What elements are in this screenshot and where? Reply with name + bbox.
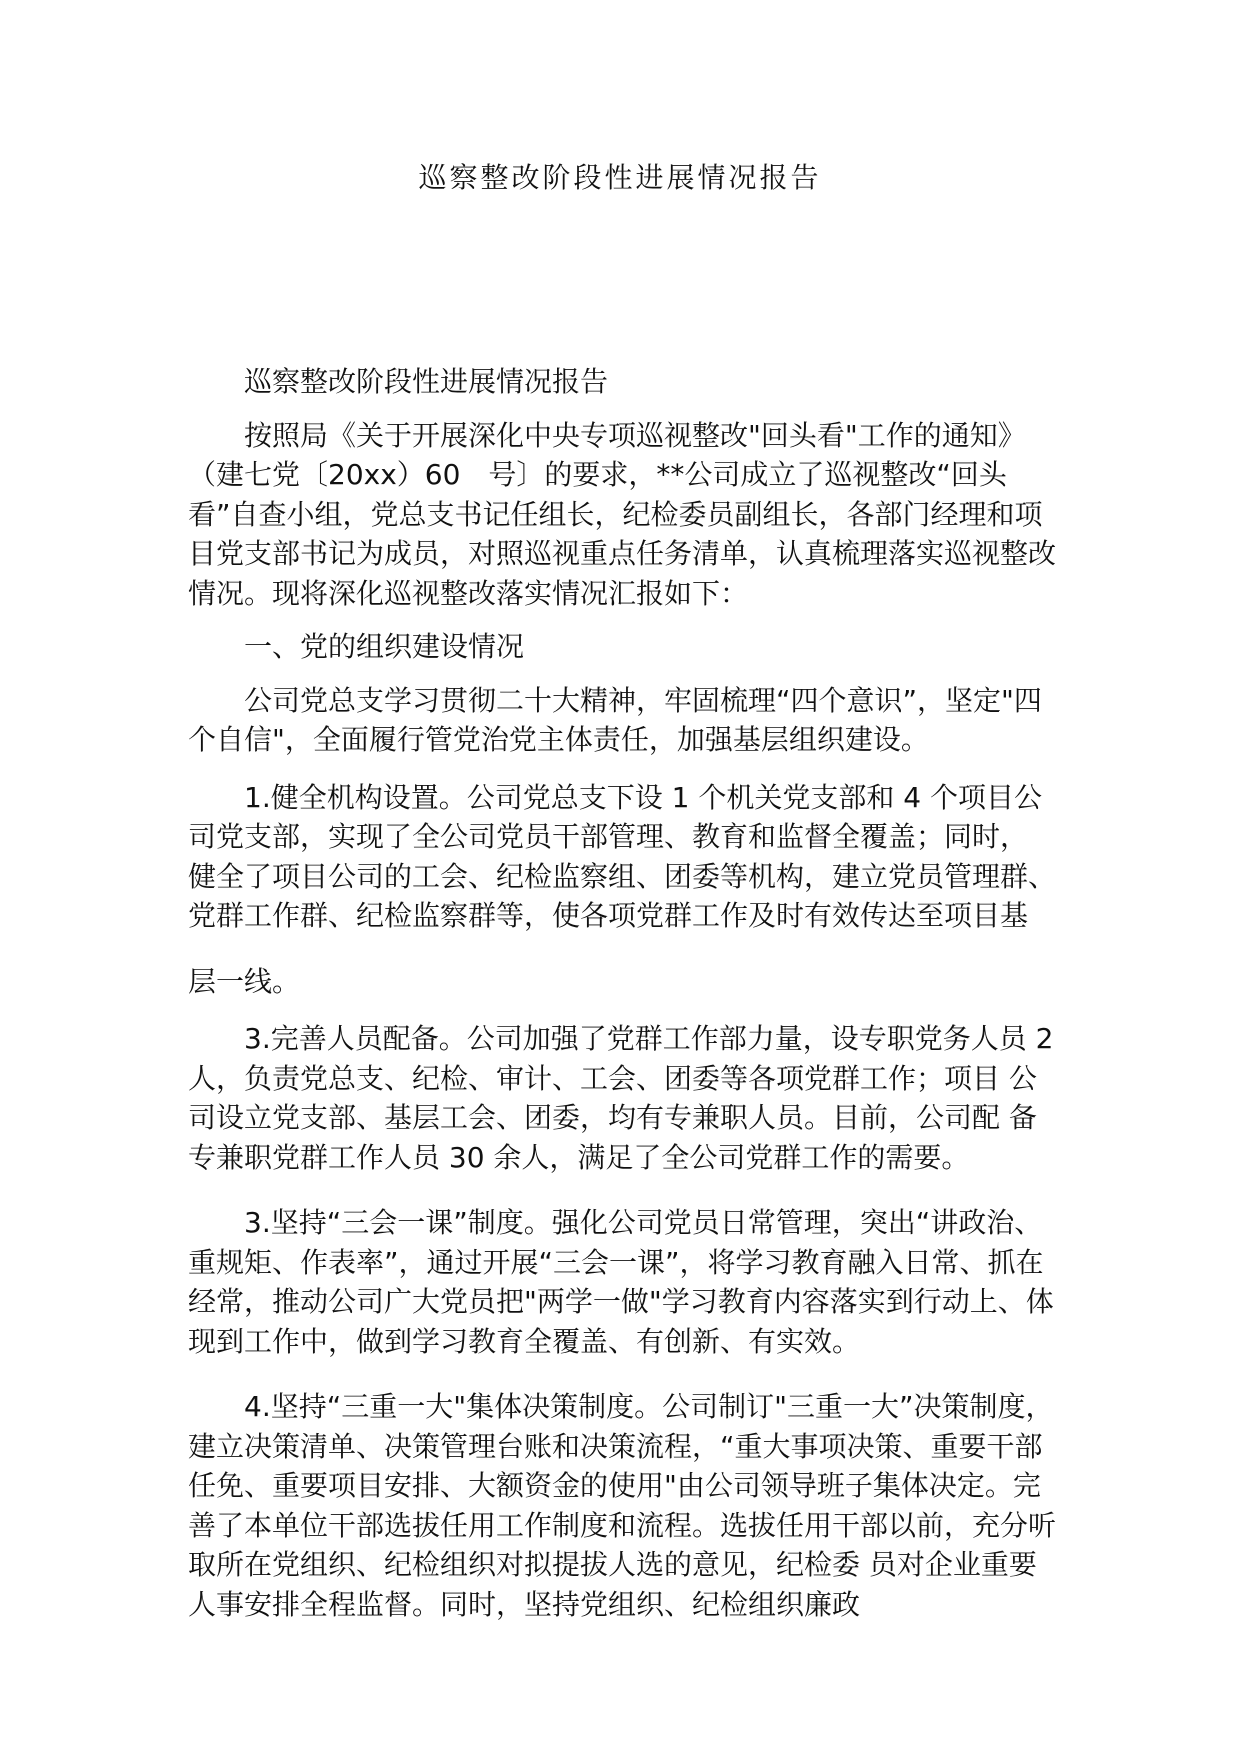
- section-heading-1: 一、党的组织建设情况: [244, 630, 525, 663]
- item-1-paragraph: 1.健全机构设置。公司党总支下设 1 个机关党支部和 4 个项目公 司党支部，实现了全公司党员干部管理、教育和监督全覆盖；同时， 健全了项目公司的工会、纪检监察组、团委等机构，建立党员管理群、 党群工作群、纪检监察群等，使各项党群工作及时有效传达至项目基: [188, 780, 1057, 932]
- document-body: [188, 362, 1060, 1624]
- item-1-continuation: 层一线。: [188, 964, 301, 998]
- item-3-paragraph: 3.坚持“三会一课”制度。强化公司党员日常管理，突出“讲政治、重规矩、作表率”，通过开展“三会一课”，将学习教育融入日常、抓在经常，推动公司广大党员把"两学一做"学习教育内容落实到行动上、体现到工作中，做到学习教育全覆盖、有创新、有实效。: [188, 1206, 1054, 1358]
- document-title: 巡察整改阶段性进展情况报告: [418, 161, 822, 194]
- intro-paragraph: 按照局《关于开展深化中央专项巡视整改"回头看"工作的通知》（建七党〔20xx）60 号〕的要求，**公司成立了巡视整改“回头看”自查小组，党总支书记任组长，纪检委员副组长，各部门经理和项目党支部书记为成员，对照巡视重点任务清单，认真梳理落实巡视整改情况。现将深化巡视整改落实情况汇报如下：: [188, 418, 1057, 610]
- section-1-lead-paragraph: 公司党总支学习贯彻二十大精神，牢固梳理“四个意识”，坚定"四个自信"，全面履行管党治党主体责任，加强基层组织建设。: [188, 683, 1042, 756]
- item-2-paragraph: 3.完善人员配备。公司加强了党群工作部力量，设专职党务人员 2 人，负责党总支、纪检、审计、工会、团委等各项党群工作；项目 公司设立党支部、基层工会、团委，均有专兼职人员。目前，公司配 备专兼职党群工作人员 30 余人，满足了全公司党群工作的需要。: [188, 1022, 1054, 1174]
- item-4-paragraph: 4.坚持“三重一大"集体决策制度。公司制订"三重一大”决策制度，建立决策清单、决策管理台账和决策流程，“重大事项决策、重要干部任免、重要项目安排、大额资金的使用"由公司领导班子集体决定。完善了本单位干部选拔任用工作制度和流程。选拔任用干部以前，充分听取所在党组织、纪检组织对拟提拔人选的意见，纪检委 员对企业重要人事安排全程监督。同时，坚持党组织、纪检组织廉政: [188, 1390, 1057, 1621]
- body-subtitle: 巡察整改阶段性进展情况报告: [244, 365, 609, 398]
